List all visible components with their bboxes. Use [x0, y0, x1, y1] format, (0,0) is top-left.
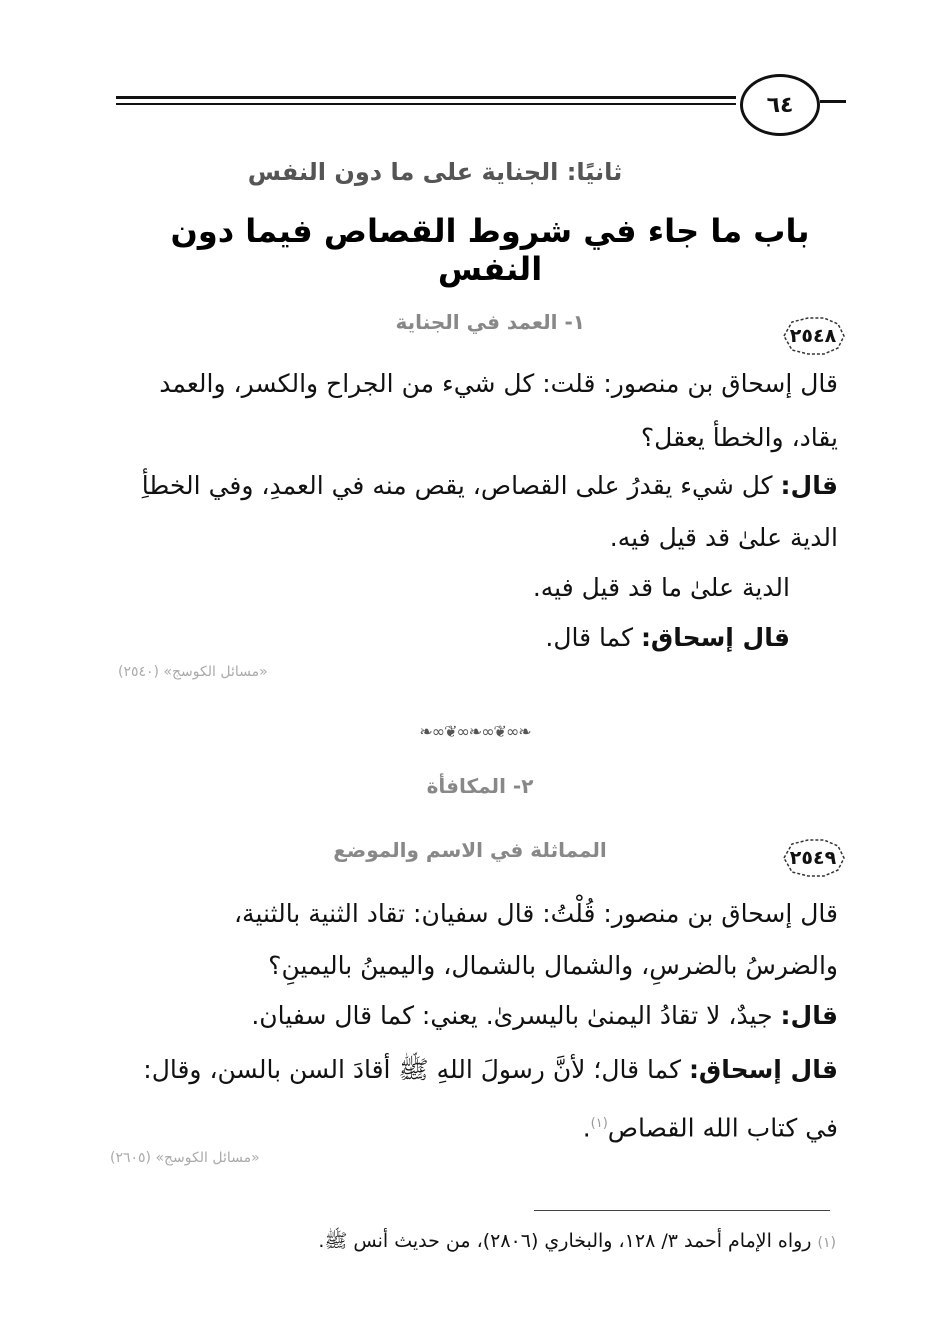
section-title: ثانيًا: الجناية على ما دون النفس [247, 158, 623, 186]
entry-number-badge [778, 314, 848, 358]
ishaq-line [110, 618, 790, 658]
footnote-text: رواه الإمام أحمد ٣/ ١٢٨، والبخاري (٢٨٠٦)، من حديث أنس ﷺ. [318, 1230, 812, 1252]
header-rule-thin [116, 103, 736, 105]
ishaq-line [110, 1050, 838, 1090]
entry-number: ٢٥٤٩ [789, 847, 837, 869]
text-line: والضرسُ بالضرسِ، والشمال بالشمال، واليمينُ باليمينِ؟ [268, 951, 838, 980]
topic-subheading: المماثلة في الاسم والموضع [333, 838, 607, 862]
answer-text: جيدٌ، لا تقادُ اليمنىٰ باليسرىٰ. يعني: كما قال سفيان. [251, 1001, 773, 1030]
ishaq-label: قال إسحاق: [688, 1055, 838, 1084]
footnote [180, 1226, 836, 1258]
divider-ornament: ❧∞❦∞❧∞❦∞❧ [419, 721, 531, 741]
ishaq-text: كما قال؛ لأنَّ رسولَ اللهِ ﷺ أقادَ السن بالسن، وقال: [143, 1055, 681, 1084]
footnote-rule [534, 1210, 830, 1211]
text-line [110, 1104, 838, 1148]
topic-heading: ٢- المكافأة [426, 774, 534, 798]
answer-text: كل شيء يقدرُ على القصاص، يقص منه في العمدِ، وفي الخطأِ [141, 471, 773, 500]
text-line: الدية علىٰ ما قد قيل فيه. [532, 573, 790, 602]
ishaq-text: كما قال. [545, 623, 633, 652]
footnote-mark: (١) [817, 1235, 836, 1251]
text-line: يقاد، والخطأ يعقل؟ [640, 423, 838, 452]
ishaq-label: قال إسحاق: [640, 623, 790, 652]
last-line-text: في كتاب الله القصاص [607, 1113, 838, 1143]
last-line-period: . [582, 1113, 591, 1143]
text-line: الدية علىٰ قد قيل فيه. [609, 523, 838, 552]
text-line: قال إسحاق بن منصور: قُلْتُ: قال سفيان: تقاد الثنية بالثنية، [233, 899, 838, 928]
answer-label: قال: [780, 471, 838, 500]
topic-heading: ١- العمد في الجناية [395, 310, 585, 334]
footnote-ref[interactable]: (١) [590, 1116, 608, 1131]
header-rule-right [820, 100, 846, 103]
source-reference: «مسائل الكوسج» (٢٥٤٠) [118, 664, 268, 680]
header-rule [116, 96, 736, 99]
chapter-title: باب ما جاء في شروط القصاص فيما دون النفس [170, 212, 810, 288]
entry-number-badge [778, 836, 848, 880]
entry-number: ٢٥٤٨ [789, 325, 837, 347]
answer-line [110, 466, 838, 506]
source-reference: «مسائل الكوسج» (٢٦٠٥) [110, 1150, 260, 1166]
page-number: ٦٤ [740, 74, 820, 136]
answer-line [110, 996, 838, 1036]
answer-label: قال: [780, 1001, 838, 1030]
text-line: قال إسحاق بن منصور: قلت: كل شيء من الجراح والكسر، والعمد [159, 369, 838, 398]
